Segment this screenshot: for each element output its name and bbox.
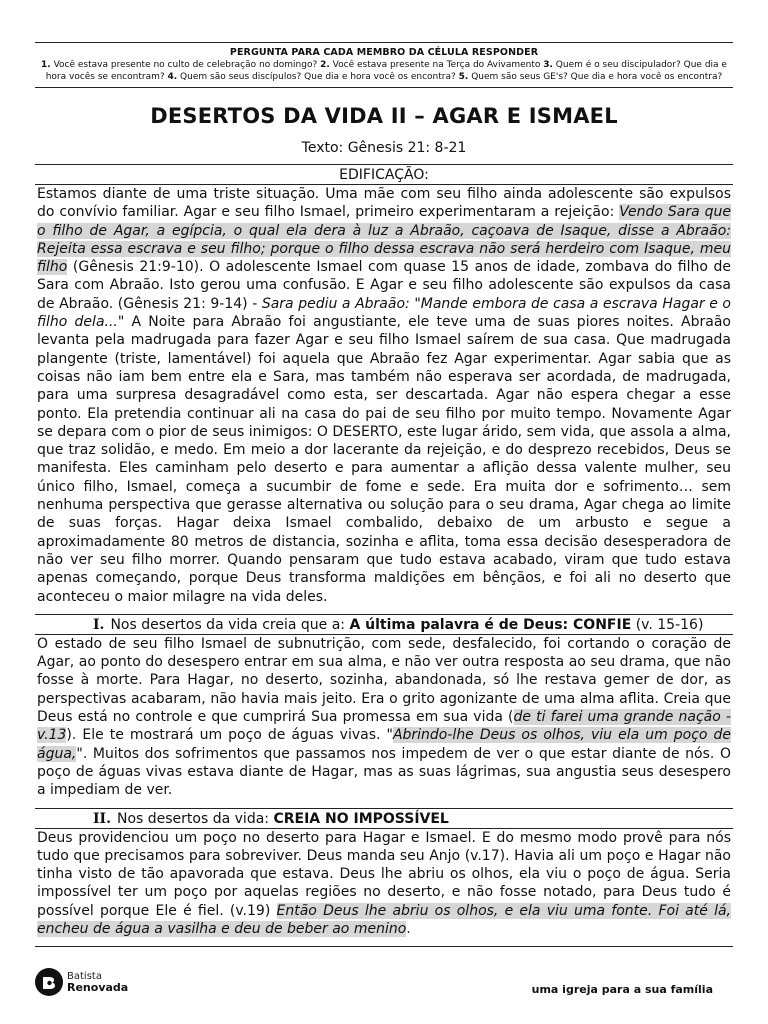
question-number: 2. xyxy=(320,60,330,70)
church-logo xyxy=(35,968,128,996)
question-text: Você estava presente no culto de celebração no domingo? xyxy=(50,60,321,70)
question-number: 1. xyxy=(41,60,51,70)
question-text: Quem é o seu discipulador? Que dia e hora vocês se encontram? xyxy=(45,60,727,82)
question-number: 5. xyxy=(458,71,469,82)
section-emphasis: CREIA NO IMPOSSÍVEL xyxy=(273,810,449,827)
text-run: Estamos diante de uma triste situação. Uma mãe com seu filho ainda adolescente são expulsos do convívio familiar. Agar e seu filho Ismael, primeiro experimentaram a rejeição: xyxy=(37,186,731,221)
section-2-paragraph xyxy=(35,829,733,939)
section-lead: Nos desertos da vida creia que a: xyxy=(110,616,350,633)
edificacao-paragraph xyxy=(35,185,733,606)
scripture-reference: Texto: Gênesis 21: 8-21 xyxy=(301,140,467,156)
question-number: 4. xyxy=(167,71,178,82)
text-run: Deus providenciou um poço no deserto para Hagar e Ismael. E do mesmo modo provê para nós tudo que precisamos para sobreviver. Deus manda seu Anjo (v.17). Havia ali um poço e Hagar não tinha visto de tão apavorada que estava. Deus lhe abriu os olhos, ela viu o poço de água. Seria impossível ter um poço por aquelas regiões no deserto, e não fosse notado, para Deus tudo é possível porque Ele é fiel. (v.19) xyxy=(37,829,731,919)
question-number: 3. xyxy=(543,60,553,70)
italic-quote: Sara pediu a Abraão: "Mande embora de casa a escrava Hagar e o filho dela..." xyxy=(37,295,731,331)
text-run: . xyxy=(406,920,411,937)
section-ref: (v. 15-16) xyxy=(631,616,704,633)
section-number: II. xyxy=(93,810,111,827)
highlighted-quote: Vendo Sara que o filho de Agar, a egípcia, o qual ela dera à luz a Abraão, caçoava de Isaque, disse a Abraão: Rejeita essa escrava e seu filho; porque o filho dessa escrava não será herdeiro com Isaque, meu filho xyxy=(37,204,731,276)
questions-list xyxy=(39,60,729,83)
logo-text xyxy=(67,971,128,993)
page-footer xyxy=(35,966,733,1006)
logo-mark-icon xyxy=(35,968,63,996)
highlighted-quote: de ti farei uma grande nação - v.13 xyxy=(37,709,731,744)
text-run: ". Muitos dos sofrimentos que passamos nos impedem de ver o que estar diante de nós. O poço de águas vivas estava diante de Hagar, mas as suas lágrimas, sua angustia seus desespero a impediam de ver. xyxy=(37,745,731,799)
section-emphasis: A última palavra é de Deus: CONFIE xyxy=(349,616,632,633)
text-run: O estado de seu filho Ismael de subnutrição, com sede, desfalecido, foi cortando o coração de Agar, ao ponto do desespero entrar em sua alma, e não ver outra resposta ao seu drama, que não fosse à morte. Para Hagar, no deserto, sozinha, abandonada, só lhe restava gemer de dor, as perspectivas acabaram, não havia mais jeito. Era o grito agonizante de uma alma aflita. Creia que Deus está no controle e que cumprirá Sua promessa em sua vida ( xyxy=(37,635,731,726)
text-run: ). Ele te mostrará um poço de águas vivas. " xyxy=(66,727,393,744)
questions-title: PERGUNTA PARA CADA MEMBRO DA CÉLULA RESPONDER xyxy=(229,47,539,58)
logo-line-2: Renovada xyxy=(67,981,129,994)
questions-header xyxy=(35,43,733,88)
section-1-paragraph xyxy=(35,635,733,800)
edificacao-section xyxy=(35,164,733,606)
section-lead: Nos desertos da vida: xyxy=(116,810,274,827)
footer-tagline: uma igreja para a sua família xyxy=(531,983,713,996)
highlighted-quote: Então Deus lhe abriu os olhos, e ela viu uma fonte. Foi até lá, encheu de água a vasilha e deu de beber ao menino xyxy=(37,902,732,937)
bottom-rule xyxy=(35,946,733,947)
question-text: Você estava presente na Terça do Avivamento xyxy=(329,60,544,70)
text-run: (Gênesis 21:9-10). O adolescente Ismael com quase 15 anos de idade, zombava do filho de Sara com Abraão. Isto gerou uma confusão. E Agar e seu filho adolescente são expulsos da casa de Abraão. (Gênesis 21: 9-14) - xyxy=(37,259,731,312)
highlighted-quote: Abrindo-lhe Deus os olhos, viu ela um poço de água, xyxy=(37,727,731,762)
section-2-heading xyxy=(35,808,733,829)
question-text: Quem são seus GE's? Que dia e hora você os encontra? xyxy=(468,71,723,82)
section-number: I. xyxy=(93,616,105,633)
edificacao-heading: EDIFICAÇÃO: xyxy=(35,165,733,185)
logo-line-1: Batista xyxy=(67,971,102,982)
question-text: Quem são seus discípulos? Que dia e hora você os encontra? xyxy=(177,71,459,82)
text-run: A Noite para Abraão foi angustiante, ele teve uma de suas piores noites. Abraão levanta pela madrugada para fazer Agar e seu filho Ismael saírem de sua casa. Que madrugada plangente (triste, lamentável) foi aquela que Abraão fez Agar experimentar. Agar sabia que as coisas não iam bem entre ela e Sara, mas também não esperava ser acordada, de madrugada, para uma surpresa desagradável como esta, ser descartada. Agar não espera chegar a esse ponto. Ela pretendia continuar ali na casa do pai de seu filho por muito tempo. Novamente Agar se depara com o pior de seus inimigos: O DESERTO, este lugar árido, sem vida, que assola a alma, que traz solidão, e medo. Em meio a dor lacerante da rejeição, e do desprezo recebidos, Deus se manifesta. Eles caminham pelo deserto e para aumentar a aflição dessa valente mulher, seu único filho, Ismael, começa a sucumbir de fome e sede. Era muita dor e sofrimento… sem nenhuma perspectiva que gerasse alternativa ou solução para o seu drama, Agar chega ao limite de suas forças. Hagar deixa Ismael combalido, debaixo de um arbusto e segue a aproximadamente 80 metros de distancia, sozinha e aflita, toma essa decisão desesperadora de não ver seu filho morrer. Quando pensaram que tudo estava acabado, viram que tudo estava apenas começando, porque Deus transforma maldições em bênçãos, e foi ali no deserto que aconteceu o maior milagre na vida deles. xyxy=(37,314,731,605)
section-1-heading xyxy=(35,614,733,635)
document-title: DESERTOS DA VIDA II – AGAR E ISMAEL xyxy=(150,104,618,128)
document-page xyxy=(35,42,733,947)
